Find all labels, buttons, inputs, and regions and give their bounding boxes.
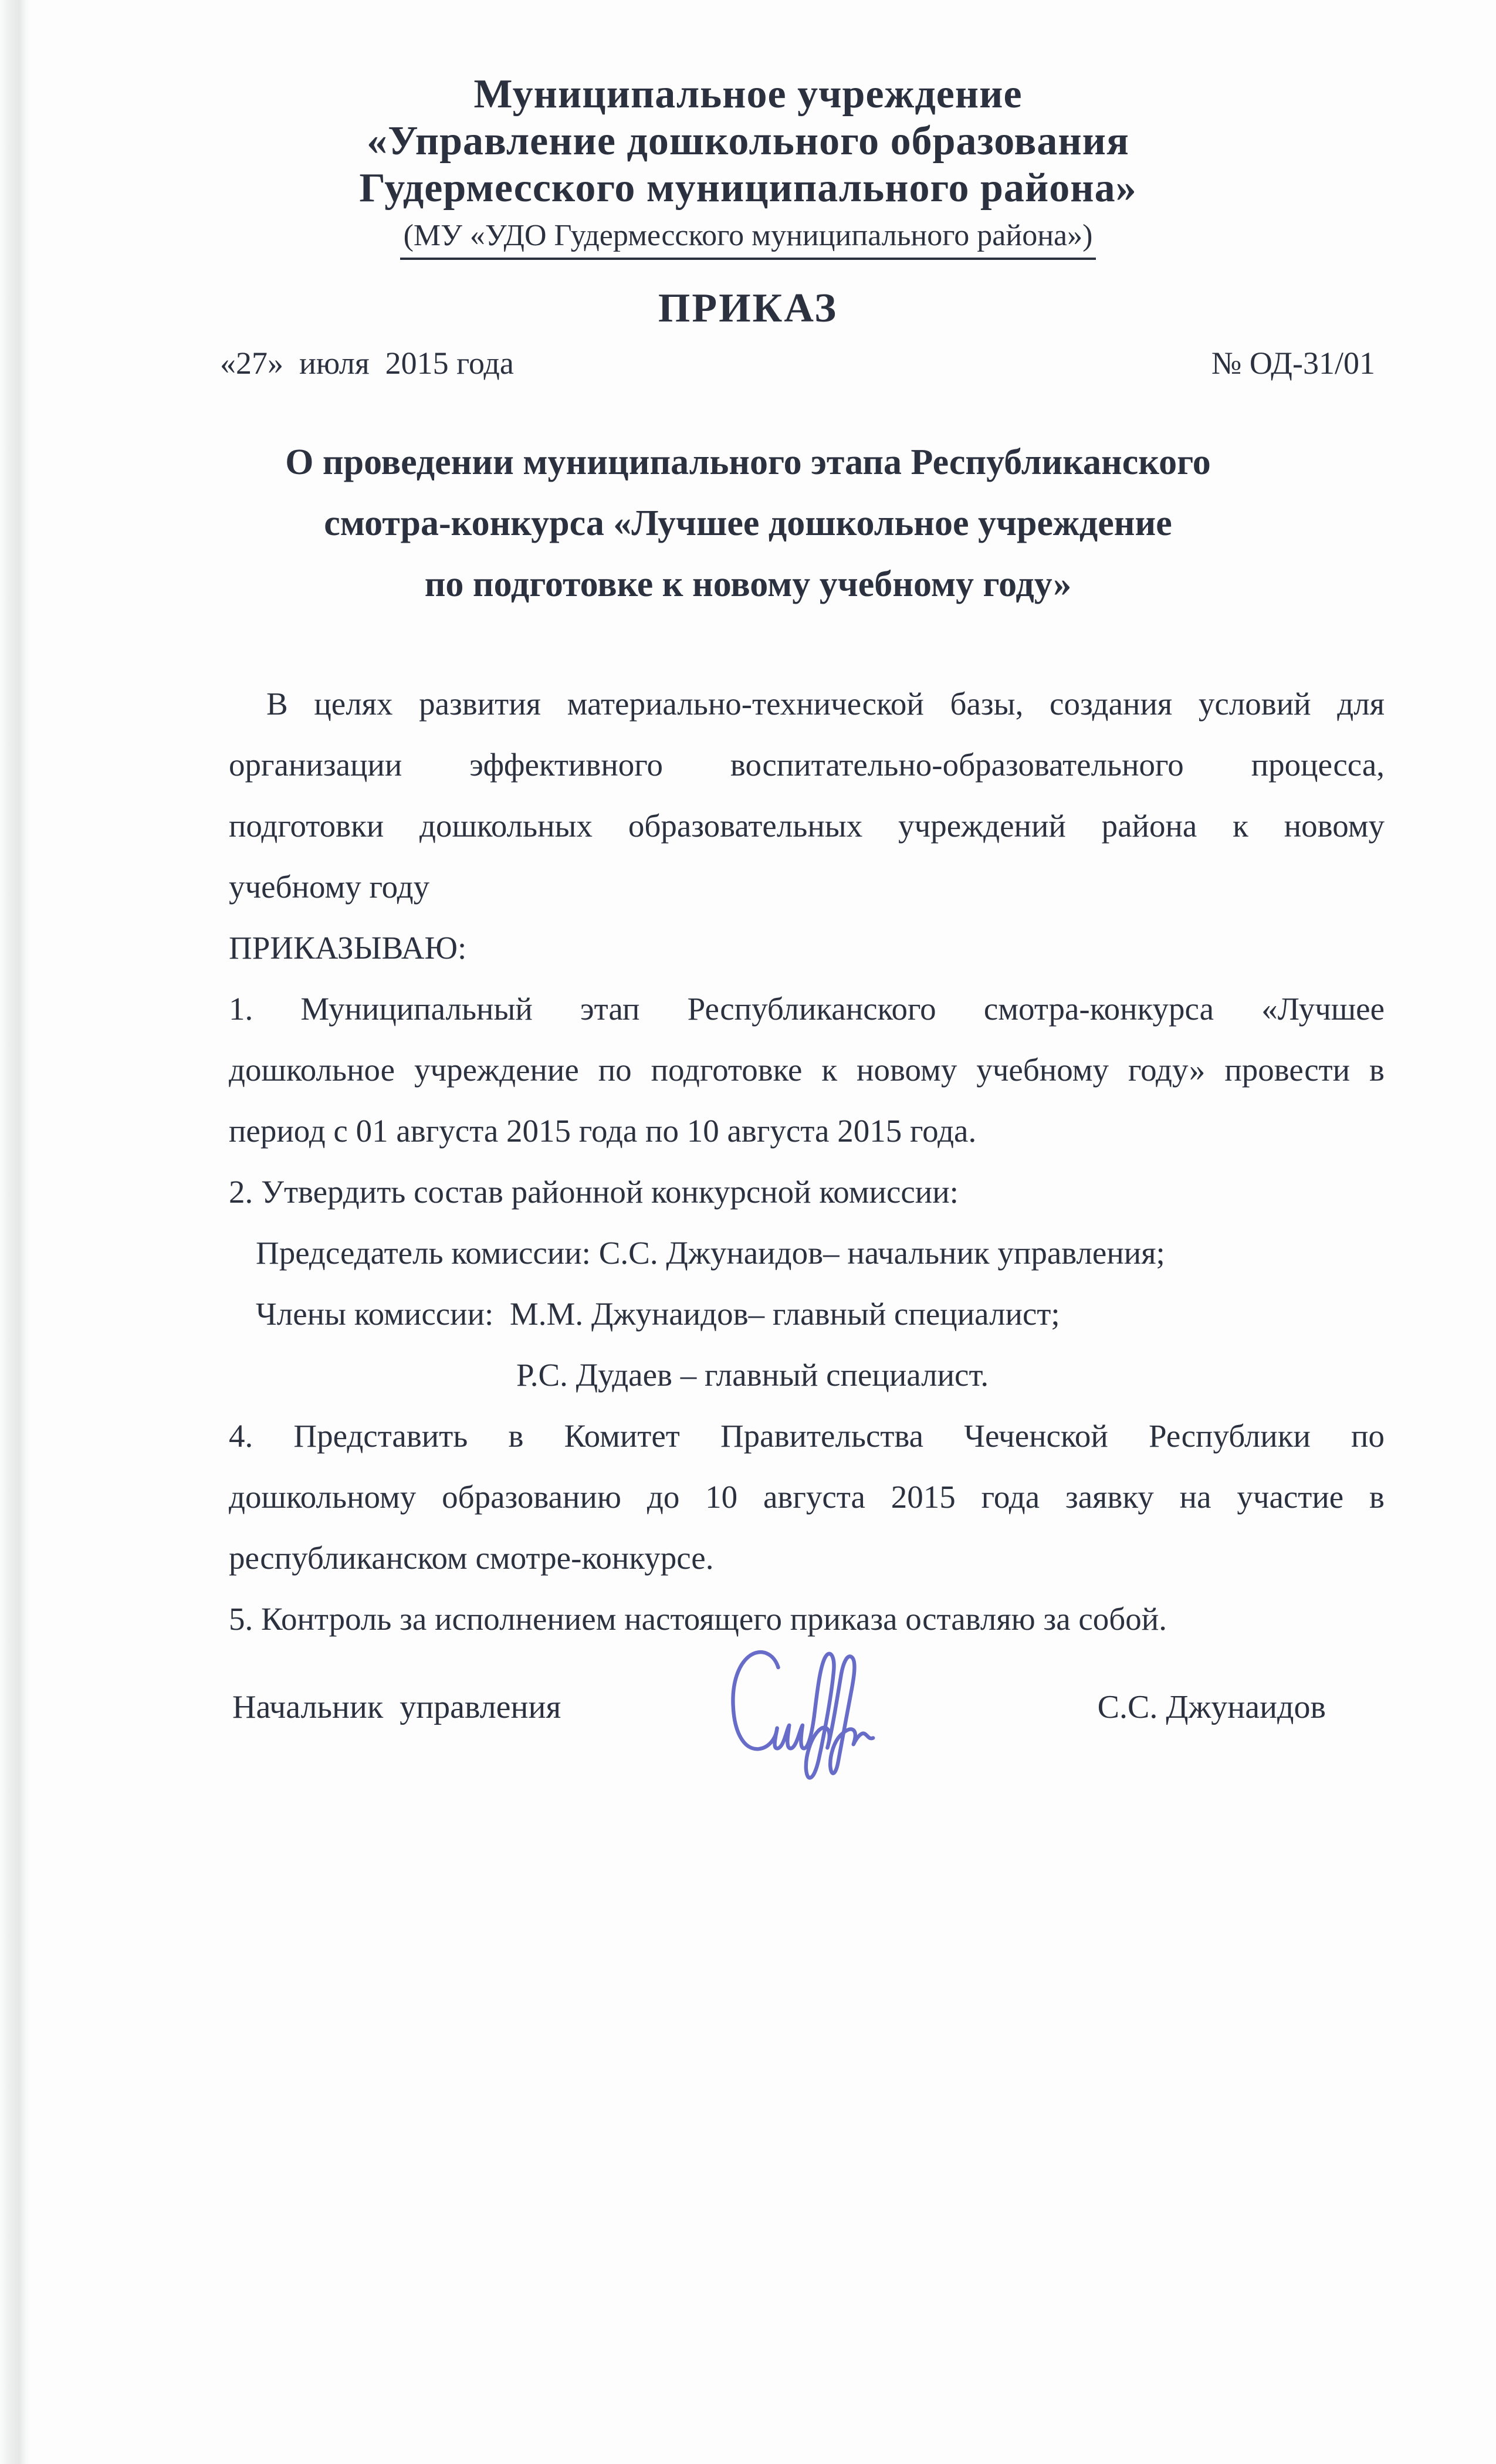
org-name-line2: «Управление дошкольного образования [367,119,1129,164]
org-abbreviation-row [0,218,1496,260]
body-line: учебному году [229,869,430,905]
subject-line3: по подготовке к новому учебному году» [424,564,1072,604]
order-number: № ОД-31/01 [1211,346,1375,381]
body-line-prikazyvayu: ПРИКАЗЫВАЮ: [229,930,467,966]
signature-ink [720,1636,882,1798]
org-name-line1: Муниципальное учреждение [473,72,1023,117]
body-line: дошкольное учреждение по подготовке к новому учебному году» провести в [229,1052,1385,1088]
body-line: В целях развития материально-технической базы, создания условий для [266,686,1385,722]
body-line-item2: 2. Утвердить состав районной конкурсной комиссии: [229,1174,959,1210]
body-line: подготовки дошкольных образовательных учреждений района к новому [229,808,1385,844]
body-line-item4: 4. Представить в Комитет Правительства Чеченской Республики по [229,1418,1385,1454]
body-line-member1: Члены комиссии: М.М. Джунаидов– главный специалист; [256,1296,1060,1332]
org-name-line3: Гудермесского муниципального района» [359,165,1137,211]
body-line: организации эффективного воспитательно-образовательного процесса, [229,747,1385,783]
org-abbreviation: (МУ «УДО Гудермесского муниципального района») [400,218,1096,260]
scan-edge-shadow [0,0,31,2464]
org-header [0,71,1496,260]
order-date: «27» июля 2015 года [220,346,514,381]
order-meta-row [220,345,1375,381]
signatory-name: С.С. Джунаидов [1097,1689,1326,1725]
body-line-chairman: Председатель комиссии: С.С. Джунаидов– начальник управления; [256,1235,1165,1271]
body-line: дошкольному образованию до 10 августа 2015 года заявку на участие в [229,1479,1385,1515]
signatory-position: Начальник управления [232,1689,561,1725]
body-line: республиканском смотре-конкурсе. [229,1540,714,1576]
subject-line1: О проведении муниципального этапа Республиканского [285,442,1211,482]
order-heading: ПРИКАЗ [658,286,838,331]
order-body [229,673,1385,1650]
body-line-member2: Р.С. Дудаев – главный специалист. [516,1357,989,1393]
order-subject [0,432,1496,615]
body-line: период с 01 августа 2015 года по 10 августа 2015 года. [229,1113,977,1149]
body-line-item1: 1. Муниципальный этап Республиканского смотра-конкурса «Лучшее [229,991,1385,1027]
body-line-item5: 5. Контроль за исполнением настоящего приказа оставляю за собой. [229,1601,1167,1637]
subject-line2: смотра-конкурса «Лучшее дошкольное учреждение [324,503,1172,543]
